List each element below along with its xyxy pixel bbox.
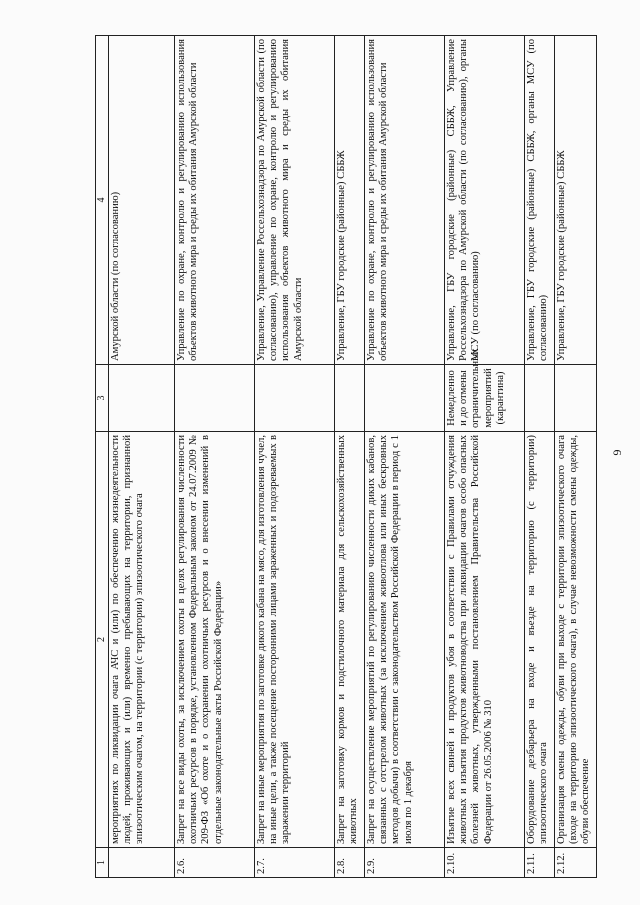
measure-cell: Запрет на заготовку кормов и подстилочного материала для сельскохозяйственных животных bbox=[334, 432, 364, 848]
term-cell bbox=[108, 365, 174, 432]
measure-cell: Запрет на иные мероприятия по заготовке дикого кабана на мясо, для изготовления чучел, на иные цели, а также посещение посторонними лицами зараженных и подозреваемых в заражении территорий bbox=[254, 432, 334, 848]
term-cell bbox=[174, 365, 254, 432]
executor-cell: Управление, Управление Россельхознадзора по Амурской области (по согласованию), управление по охране, контролю и регулированию использования объектов животного мира и среды их обитания Амурской области bbox=[254, 36, 334, 365]
row-number: 2.9. bbox=[364, 848, 444, 878]
table-row bbox=[334, 36, 364, 878]
executor-cell: Управление, ГБУ городские (районные) СББЖ, органы МСУ (по согласованию) bbox=[524, 36, 554, 365]
term-cell bbox=[554, 365, 596, 432]
table-row bbox=[524, 36, 554, 878]
table-row bbox=[364, 36, 444, 878]
row-number: 2.11. bbox=[524, 848, 554, 878]
term-cell: Немедленно и до отмены ограничительных мероприятий (карантина) bbox=[444, 365, 524, 432]
row-number: 2.12. bbox=[554, 848, 596, 878]
header-cell: 2 bbox=[96, 432, 109, 848]
term-cell bbox=[364, 365, 444, 432]
measure-cell: Изъятие всех свиней и продуктов убоя в соответствии с Правилами отчуждения животных и изъятия продуктов животноводства при ликвидации очагов особо опасных болезней животных, утвержденными постановлением Правительства Российской Федерации от 26.05.2006 № 310 bbox=[444, 432, 524, 848]
measures-table bbox=[95, 35, 597, 878]
page-number: 6 bbox=[610, 449, 625, 456]
header-row bbox=[96, 36, 109, 878]
executor-cell: Управление, ГБУ городские (районные) СББЖ, Управление Россельхознадзора по Амурской области (по согласованию), органы МСУ (по согласованию) bbox=[444, 36, 524, 365]
header-cell: 4 bbox=[96, 36, 109, 365]
executor-cell: Управление по охране, контролю и регулированию использования объектов животного мира и среды их обитания Амурской области bbox=[364, 36, 444, 365]
term-cell bbox=[334, 365, 364, 432]
measure-cell: мероприятиях по ликвидации очага АЧС и (или) по обеспечению жизнедеятельности людей, проживающих и (или) временно пребывающих на территории, признанной эпизоотическим очагом, на территории (с территории) эпизоотического очага bbox=[108, 432, 174, 848]
executor-cell: Амурской области (по согласованию) bbox=[108, 36, 174, 365]
table-row bbox=[444, 36, 524, 878]
row-number: 2.10. bbox=[444, 848, 524, 878]
header-cell: 3 bbox=[96, 365, 109, 432]
measure-cell: Оборудование дезбарьера на входе и въезде на территорию (с территории) эпизоотического очага bbox=[524, 432, 554, 848]
executor-cell: Управление по охране, контролю и регулированию использования объектов животного мира и среды их обитания Амурской области bbox=[174, 36, 254, 365]
row-number: 2.6. bbox=[174, 848, 254, 878]
term-cell bbox=[254, 365, 334, 432]
row-number: 2.8. bbox=[334, 848, 364, 878]
row-number bbox=[108, 848, 174, 878]
table-row bbox=[254, 36, 334, 878]
table-row bbox=[108, 36, 174, 878]
rotated-table-sheet bbox=[95, 36, 603, 878]
row-number: 2.7. bbox=[254, 848, 334, 878]
header-cell: 1 bbox=[96, 848, 109, 878]
table-row bbox=[554, 36, 596, 878]
measure-cell: Запрет на все виды охоты, за исключением охоты в целях регулирования численности охотничьих ресурсов в порядке, установленном Федеральным законом от 24.07.2009 № 209-ФЗ «Об охоте и о сохранении охотничьих ресурсов и о внесении изменений в отдельные законодательные акты Российской Федерации» bbox=[174, 432, 254, 848]
table-row bbox=[174, 36, 254, 878]
term-cell bbox=[524, 365, 554, 432]
executor-cell: Управление, ГБУ городские (районные) СББЖ bbox=[334, 36, 364, 365]
measure-cell: Организация смены одежды, обуви при выходе с территории эпизоотического очага (входе на территорию эпизоотического очага), в случае невозможности смены одежды, обуви обеспечение bbox=[554, 432, 596, 848]
executor-cell: Управление, ГБУ городские (районные) СББЖ bbox=[554, 36, 596, 365]
measure-cell: Запрет на осуществление мероприятий по регулированию численности диких кабанов, связанных с отстрелом животных (за исключением живоотлова или иных бескровных методов добычи) в соответствии с законодательством Российской Федерации в период с 1 июля по 1 декабря bbox=[364, 432, 444, 848]
